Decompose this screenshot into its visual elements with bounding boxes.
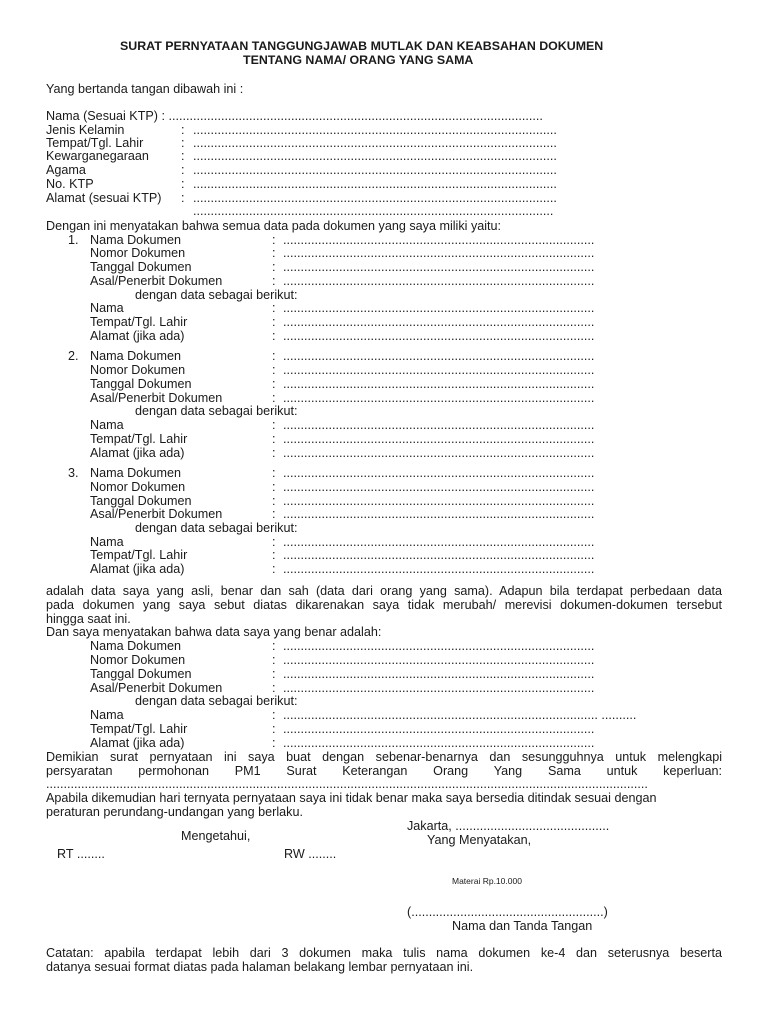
colon: : <box>272 446 276 460</box>
colon: : <box>272 274 276 288</box>
colon: : <box>272 233 276 247</box>
label-nama: Nama <box>90 535 124 549</box>
colon: : <box>272 548 276 562</box>
colon: : <box>181 149 185 163</box>
colon: : <box>272 349 276 363</box>
field-dots: ......................................................................................... <box>283 233 595 247</box>
field-dots: ........................................................................................................ <box>193 123 557 137</box>
field-dots: ......................................................................................... <box>283 260 595 274</box>
field-dots: ......................................................................................... <box>283 418 595 432</box>
field-dots: ......................................................................................... <box>283 274 595 288</box>
field-dots: ......................................................................................... <box>283 363 595 377</box>
label-no-ktp: No. KTP <box>46 177 94 191</box>
label-tempat-lahir: Tempat/Tgl. Lahir <box>90 432 188 446</box>
colon: : <box>272 562 276 576</box>
catatan-line2: datanya sesuai format diatas pada halaman belakang lembar pernyataan ini. <box>46 960 474 974</box>
label-tanggal-dokumen: Tanggal Dokumen <box>90 260 192 274</box>
label-nama-dokumen: Nama Dokumen <box>90 466 181 480</box>
label-nama-dokumen: Nama Dokumen <box>90 639 181 653</box>
place-date: Jakarta, ............................................ <box>407 819 610 833</box>
colon: : <box>272 736 276 750</box>
colon: : <box>272 260 276 274</box>
field-dots: ......................................................................................... <box>283 667 595 681</box>
signature-line: (.......................................................) <box>407 905 608 919</box>
colon: : <box>272 391 276 405</box>
field-dots: ........................................................................................................ <box>193 136 557 150</box>
colon: : <box>272 418 276 432</box>
field-dots: ........................................................................................................ <box>193 191 557 205</box>
rt-field: RT ........ <box>57 847 105 861</box>
colon: : <box>181 123 185 137</box>
field-dots: ......................................................................................... <box>283 535 595 549</box>
materai-label: Materai Rp.10.000 <box>452 876 522 886</box>
field-dots: ......................................................................................... <box>283 736 595 750</box>
label-alamat: Alamat (sesuai KTP) <box>46 191 162 205</box>
field-dots: ......................................................................................... <box>283 301 595 315</box>
field-dots: ......................................................................................... <box>283 315 595 329</box>
label-jenis-kelamin: Jenis Kelamin <box>46 123 125 137</box>
intro-text: Yang bertanda tangan dibawah ini : <box>46 82 244 96</box>
label-alamat: Alamat (jika ada) <box>90 562 185 576</box>
colon: : <box>181 136 185 150</box>
label-dengan-data: dengan data sebagai berikut: <box>135 521 298 535</box>
field-dots: ......................................................................................... <box>283 349 595 363</box>
colon: : <box>272 466 276 480</box>
colon: : <box>272 480 276 494</box>
colon: : <box>181 177 185 191</box>
label-tanggal-dokumen: Tanggal Dokumen <box>90 377 192 391</box>
colon: : <box>181 163 185 177</box>
rw-field: RW ........ <box>284 847 337 861</box>
label-nama: Nama <box>90 301 124 315</box>
label-nomor-dokumen: Nomor Dokumen <box>90 363 186 377</box>
colon: : <box>272 315 276 329</box>
colon: : <box>272 667 276 681</box>
label-asal-penerbit: Asal/Penerbit Dokumen <box>90 391 223 405</box>
label-tempat-lahir: Tempat/Tgl. Lahir <box>90 548 188 562</box>
doc-number-1: 1. <box>68 233 79 247</box>
label-dengan-data: dengan data sebagai berikut: <box>135 404 298 418</box>
doc-number-2: 2. <box>68 349 79 363</box>
label-alamat: Alamat (jika ada) <box>90 446 185 460</box>
field-dots: ......................................................................................... <box>283 639 595 653</box>
label-asal-penerbit: Asal/Penerbit Dokumen <box>90 507 223 521</box>
colon: : <box>272 377 276 391</box>
demikian-line2: persyaratan permohonan PM1 Surat Keterangan Orang Yang Sama untuk keperluan: <box>46 764 722 778</box>
colon: : <box>272 681 276 695</box>
field-dots: ......................................................................................... <box>283 466 595 480</box>
field-dots: ......................................................................................... <box>283 432 595 446</box>
yang-menyatakan-label: Yang Menyatakan, <box>427 833 532 847</box>
label-nama: Nama <box>90 708 124 722</box>
field-nama-ktp: Nama (Sesuai KTP) : ........................................................................................................... <box>46 109 543 123</box>
field-dots: ......................................................................................... <box>283 548 595 562</box>
field-dots: ........................................................................................................ <box>193 149 557 163</box>
apabila-line1: Apabila dikemudian hari ternyata pernyataan saya ini tidak benar maka saya bersedia ditindak sesuai dengan <box>46 791 657 805</box>
statement-text: Dengan ini menyatakan bahwa semua data pada dokumen yang saya miliki yaitu: <box>46 219 502 233</box>
label-kewarganegaraan: Kewarganegaraan <box>46 149 149 163</box>
field-dots: ........................................................................................................ <box>193 177 557 191</box>
colon: : <box>272 507 276 521</box>
field-dots: ......................................................................................... <box>283 722 595 736</box>
colon: : <box>272 535 276 549</box>
field-dots: ......................................................................................... <box>283 329 595 343</box>
colon: : <box>272 329 276 343</box>
label-nama: Nama <box>90 418 124 432</box>
colon: : <box>272 432 276 446</box>
field-dots: ......................................................................................... <box>283 246 595 260</box>
colon: : <box>272 708 276 722</box>
catatan-line1: Catatan: apabila terdapat lebih dari 3 dokumen maka tulis nama dokumen ke-4 dan seterusnya beserta <box>46 946 722 960</box>
signature-caption: Nama dan Tanda Tangan <box>452 919 593 933</box>
field-dots: ......................................................................................... <box>283 681 595 695</box>
colon: : <box>272 722 276 736</box>
demikian-line3-dots: ............................................................................................................................................................................ <box>46 777 648 791</box>
colon: : <box>272 639 276 653</box>
field-dots: ......................................................................................... <box>283 377 595 391</box>
doc-number-3: 3. <box>68 466 79 480</box>
label-alamat: Alamat (jika ada) <box>90 329 185 343</box>
field-dots-alamat-cont: ....................................................................................................... <box>193 204 554 218</box>
colon: : <box>272 363 276 377</box>
field-dots: ......................................................................................... <box>283 653 595 667</box>
closing-paragraph-line3: hingga saat ini. <box>46 612 131 626</box>
document-title-line2: TENTANG NAMA/ ORANG YANG SAMA <box>243 53 474 67</box>
field-dots: .......................................................................................... .......... <box>283 708 637 722</box>
demikian-line1: Demikian surat pernyataan ini saya buat dengan sebenar-benarnya dan sesungguhnya untuk melengkapi <box>46 750 722 764</box>
label-agama: Agama <box>46 163 86 177</box>
closing-paragraph-line2: pada dokumen yang saya sebut diatas dikarenakan saya tidak merubah/ merevisi dokumen-dokumen tersebut <box>46 598 722 612</box>
field-dots: ........................................................................................................ <box>193 163 557 177</box>
label-nama-dokumen: Nama Dokumen <box>90 233 181 247</box>
label-asal-penerbit: Asal/Penerbit Dokumen <box>90 681 223 695</box>
label-alamat: Alamat (jika ada) <box>90 736 185 750</box>
field-dots: ......................................................................................... <box>283 391 595 405</box>
label-asal-penerbit: Asal/Penerbit Dokumen <box>90 274 223 288</box>
label-tempat-lahir: Tempat/Tgl. Lahir <box>90 315 188 329</box>
colon: : <box>272 494 276 508</box>
colon: : <box>272 653 276 667</box>
label-dengan-data: dengan data sebagai berikut: <box>135 694 298 708</box>
mengetahui-label: Mengetahui, <box>181 829 251 843</box>
field-dots: ......................................................................................... <box>283 507 595 521</box>
label-dengan-data: dengan data sebagai berikut: <box>135 288 298 302</box>
colon: : <box>181 191 185 205</box>
document-title-line1: SURAT PERNYATAAN TANGGUNGJAWAB MUTLAK DAN KEABSAHAN DOKUMEN <box>120 39 604 53</box>
field-dots: ......................................................................................... <box>283 446 595 460</box>
apabila-line2: peraturan perundang-undangan yang berlaku. <box>46 805 303 819</box>
label-nomor-dokumen: Nomor Dokumen <box>90 653 186 667</box>
label-nomor-dokumen: Nomor Dokumen <box>90 246 186 260</box>
label-tempat-lahir: Tempat/Tgl. Lahir <box>90 722 188 736</box>
closing-paragraph-line1: adalah data saya yang asli, benar dan sah (data dari orang yang sama). Adapun bila terdapat perbedaan data <box>46 584 722 598</box>
field-dots: ......................................................................................... <box>283 562 595 576</box>
label-nomor-dokumen: Nomor Dokumen <box>90 480 186 494</box>
colon: : <box>272 301 276 315</box>
label-nama-dokumen: Nama Dokumen <box>90 349 181 363</box>
label-tempat-lahir: Tempat/Tgl. Lahir <box>46 136 144 150</box>
true-data-statement: Dan saya menyatakan bahwa data saya yang benar adalah: <box>46 625 382 639</box>
field-dots: ......................................................................................... <box>283 480 595 494</box>
label-tanggal-dokumen: Tanggal Dokumen <box>90 494 192 508</box>
field-dots: ......................................................................................... <box>283 494 595 508</box>
label-tanggal-dokumen: Tanggal Dokumen <box>90 667 192 681</box>
colon: : <box>272 246 276 260</box>
